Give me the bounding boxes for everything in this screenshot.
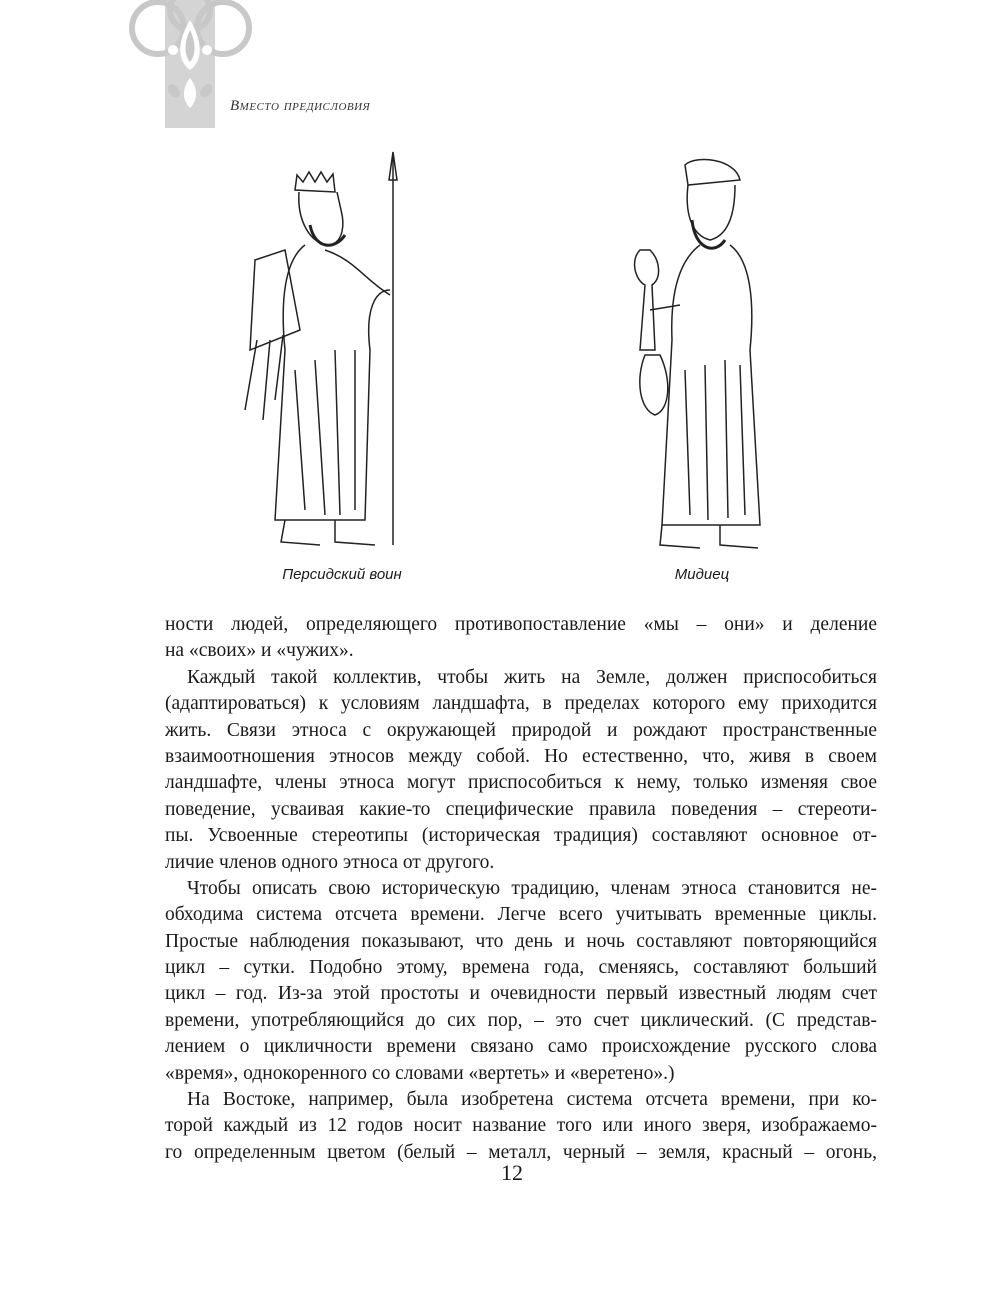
text-line: цикл – сутки. Подобно этому, времена года, сменяясь, составляют больший <box>165 957 877 979</box>
text-line: На Востоке, например, была изобретена система отсчета времени, при ко- <box>187 1089 877 1111</box>
text-line: цикл – год. Из-за этой простоты и очевидности первый известный людям счет <box>165 983 877 1005</box>
text-line: Чтобы описать свою историческую традицию, членам этноса становится не- <box>187 877 877 899</box>
body-text <box>165 612 877 1166</box>
figure-caption-persian-warrior: Персидский воин <box>282 566 402 583</box>
text-line: го определенным цветом (белый – металл, черный – земля, красный – огонь, <box>165 1141 877 1163</box>
figure-caption-mede: Мидиец <box>674 566 730 583</box>
persian-warrior-illustration <box>215 150 415 550</box>
text-line: личие членов одного этноса от другого. <box>165 851 495 873</box>
mede-illustration <box>600 150 770 550</box>
text-line: пы. Усвоенные стереотипы (историческая традиция) составляют основное от- <box>165 825 877 847</box>
text-line: ландшафте, члены этноса могут приспособиться к нему, только изменяя свое <box>165 772 877 794</box>
text-line: обходима система отсчета времени. Легче всего учитывать временные циклы. <box>165 904 877 926</box>
text-line: ности людей, определяющего противопоставление «мы – они» и деление <box>165 614 877 635</box>
text-line: взаимоотношения этносов между собой. Но естественно, что, живя в своем <box>165 745 877 767</box>
text-line: «время», однокоренного со словами «вертеть» и «веретено».) <box>165 1062 675 1084</box>
text-line: (адаптироваться) к условиям ландшафта, в пределах которого ему приходится <box>165 693 877 715</box>
text-line: на «своих» и «чужих». <box>165 640 354 662</box>
text-line: поведение, усваивая какие-то специфические правила поведения – стереоти- <box>165 798 877 820</box>
text-line: торой каждый из 12 годов носит название того или иного зверя, изображаемо- <box>165 1115 877 1137</box>
running-head: Вместо предисловия <box>230 98 371 114</box>
text-line: времени, употребляющийся до сих пор, – это счет циклический. (С представ- <box>165 1009 877 1031</box>
text-line: жить. Связи этноса с окружающей природой и рождают пространственные <box>165 719 877 741</box>
page-number: 12 <box>501 1160 523 1185</box>
text-line: Каждый такой коллектив, чтобы жить на Земле, должен приспособиться <box>187 666 877 688</box>
text-line: Простые наблюдения показывают, что день и ночь составляют повторяющийся <box>165 930 877 952</box>
text-line: лением о цикличности времени связано само происхождение русского слова <box>165 1036 877 1058</box>
